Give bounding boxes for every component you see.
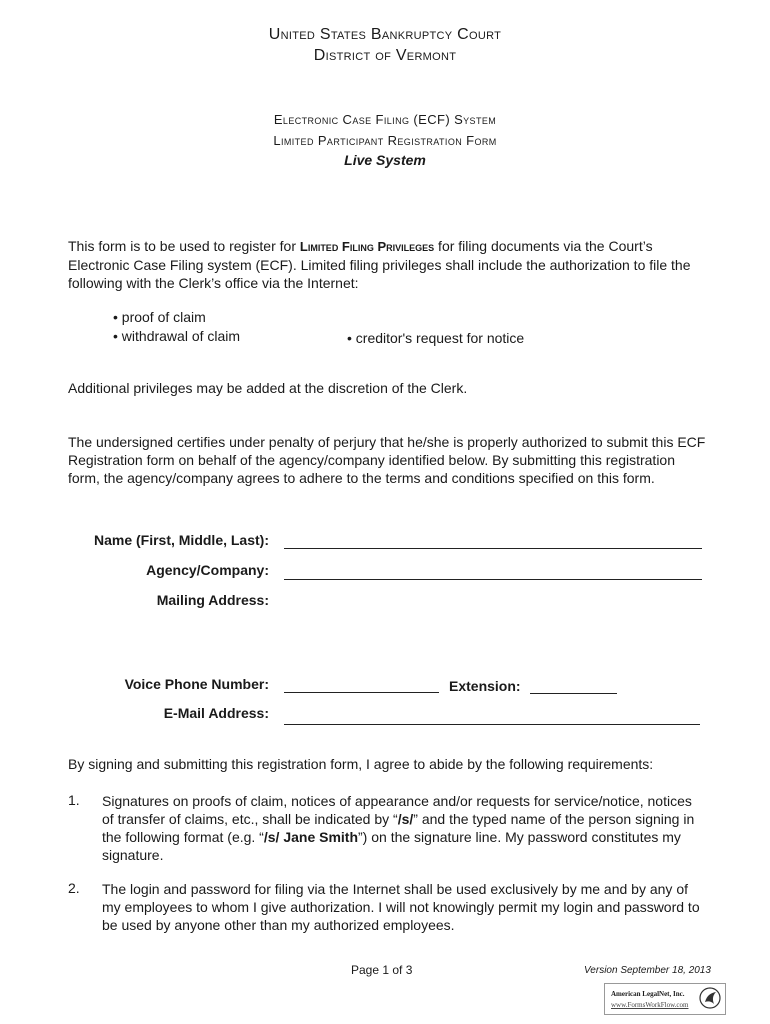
requirement-1-number: 1. (68, 792, 80, 808)
limited-filing-privileges-emphasis: Limited Filing Privileges (299, 239, 435, 254)
signature-mark: /s/ (397, 811, 414, 827)
agency-field-label: Agency/Company: (146, 562, 269, 578)
requirement-2-number: 2. (68, 880, 80, 896)
agency-field-line[interactable] (284, 579, 702, 580)
bullet-withdrawal-of-claim: • withdrawal of claim (113, 328, 241, 344)
intro-paragraph: This form is to be used to register for Limited Filing Privileges for filing documents via the Court’s Electronic Case Filing system (ECF). Limited filing privileges shall include the authorization to file the following with the Clerk’s office via the Internet: (68, 238, 691, 291)
extension-line[interactable] (530, 693, 617, 694)
name-field-label: Name (First, Middle, Last): (93, 532, 269, 548)
email-label: E-Mail Address: (163, 705, 269, 721)
page-number: Page 1 of 3 (351, 963, 413, 977)
certification-paragraph: The undersigned certifies under penalty of perjury that he/she is properly authorized to submit this ECF Registration form on behalf of the agency/company identified below. By submitting this registration form, the agency/company agrees to adhere to the terms and conditions specified on this form. (68, 434, 706, 486)
bullet-creditors-request: • creditor's request for notice (347, 330, 525, 346)
requirement-1-text: Signatures on proofs of claim, notices of appearance and/or requests for service/notice, notices of transfer of claims, etc., shall be indicated by “/s/” and the typed name of the person signing in the following format (e.g. “/s/ Jane Smith”) on the signature line. My password constitutes my signature. (102, 793, 695, 863)
signature-example: /s/ Jane Smith (263, 829, 359, 845)
version-date: Version September 18, 2013 (584, 965, 711, 976)
publisher-name: American LegalNet, Inc. (611, 990, 685, 998)
system-title-line1: Electronic Case Filing (ECF) System (273, 112, 497, 127)
requirement-2-text: The login and password for filing via the Internet shall be used exclusively by me and by any of my employees to whom I give authorization. I will not knowingly permit my login and password to be used by anyone other than my authorized employees. (102, 881, 700, 933)
live-system-label: Live System (344, 152, 426, 168)
voice-phone-label: Voice Phone Number: (124, 676, 269, 692)
name-field-line[interactable] (284, 548, 702, 549)
agreement-statement: By signing and submitting this registration form, I agree to abide by the following requirements: (68, 756, 654, 772)
mailing-address-label: Mailing Address: (156, 592, 269, 608)
publisher-logo-icon (699, 987, 721, 1009)
additional-privileges-text: Additional privileges may be added at the discretion of the Clerk. (68, 380, 468, 396)
voice-phone-line[interactable] (284, 692, 439, 693)
publisher-footer (604, 983, 726, 1015)
publisher-url[interactable]: www.FormsWorkFlow.com (611, 1001, 689, 1009)
form-title: Limited Participant Registration Form (273, 133, 497, 148)
court-name-line1: United States Bankruptcy Court (268, 26, 502, 43)
bullet-proof-of-claim: • proof of claim (113, 309, 206, 325)
extension-label: Extension: (449, 678, 521, 694)
court-name-line2: District of Vermont (313, 47, 457, 64)
email-line[interactable] (284, 724, 700, 725)
